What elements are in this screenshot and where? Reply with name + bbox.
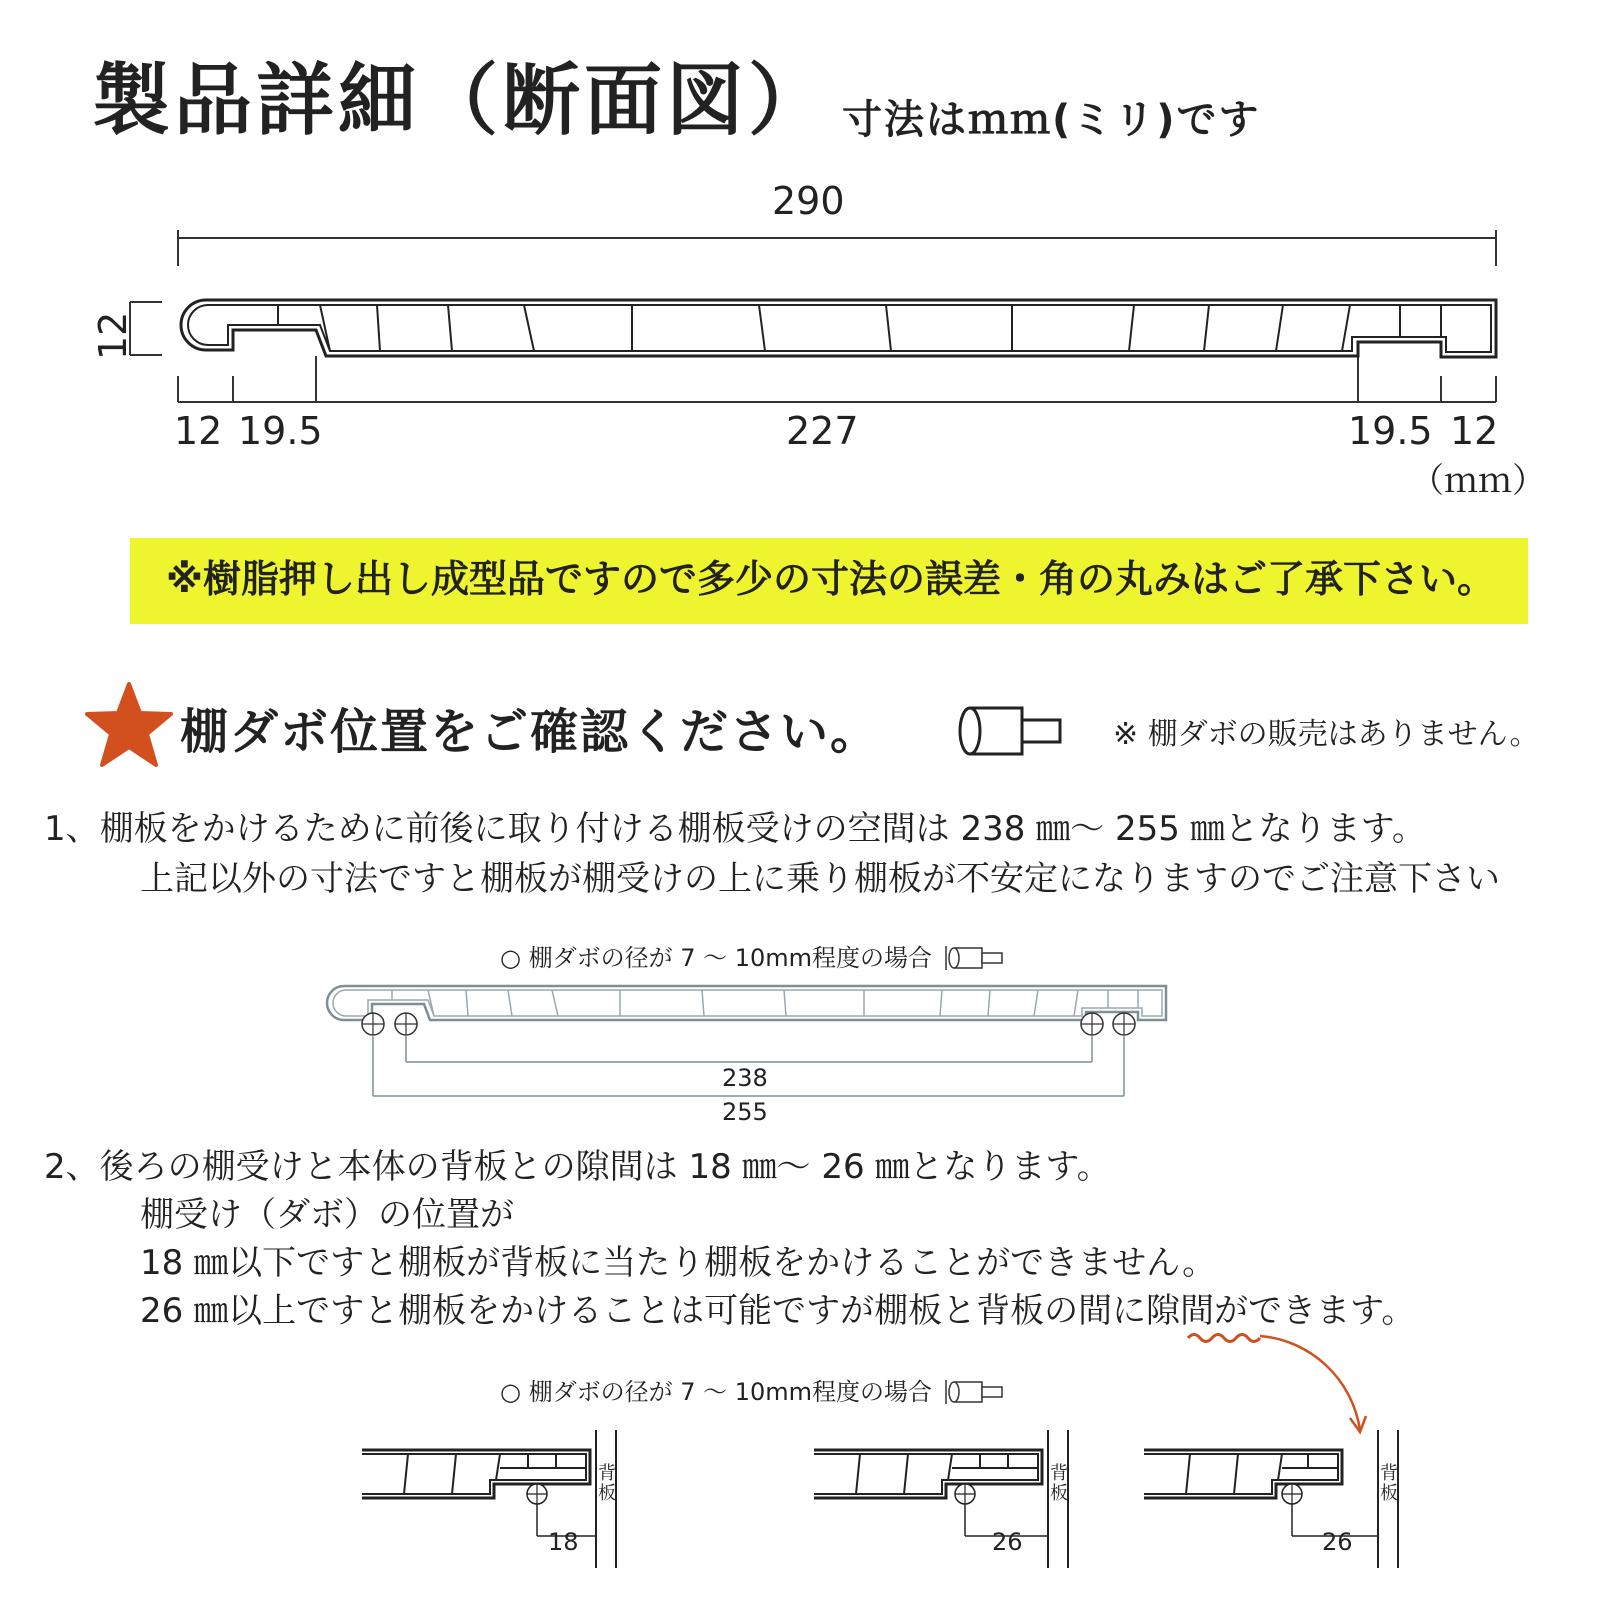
dim-center: 227 [786,409,859,453]
dim-outer-255: 255 [722,1098,768,1126]
dim-total-width: 290 [772,179,845,223]
point2-caption: ○ 棚ダボの径が 7 ～ 10mm程度の場合 [500,1378,933,1406]
point1-caption: ○ 棚ダボの径が 7 ～ 10mm程度の場合 [500,944,933,972]
dim-right-step: 19.5 [1348,409,1433,453]
page-title: 製品詳細（断面図） [92,56,831,146]
gap-highlight: 隙間 [1146,1291,1215,1331]
point2-line1: 2、後ろの棚受けと本体の背板との隙間は 18 ㎜～ 26 ㎜となります。 [44,1147,1111,1187]
point2-line4-start: 26 ㎜以上ですと棚板をかけることは可能ですが棚板と背板の間に [140,1291,1147,1331]
gap-example-2 [812,1420,1072,1570]
back-panel-label-1: 背板 [598,1463,616,1504]
dim-inner-238: 238 [722,1064,768,1092]
point1-line1: 1、棚板をかけるために前後に取り付ける棚板受けの空間は 238 ㎜～ 255 ㎜となります。 [44,809,1426,849]
small-dowel-icon-2 [942,1378,1004,1406]
gap-example-1 [360,1420,620,1570]
dim-height: 12 [91,311,135,360]
unit-label: （ｍｍ） [1410,461,1546,501]
point2-line4-end: ができます。 [1214,1291,1416,1331]
units-subtitle: 寸法はｍｍ(ミリ)です [842,97,1261,143]
gap-value-3: 26 [1322,1528,1353,1556]
point2-line3: 18 ㎜以下ですと棚板が背板に当たり棚板をかけることができません。 [140,1243,1217,1283]
dim-left-edge: 12 [174,409,223,453]
gap-value-2: 26 [992,1528,1023,1556]
notice-text: ※樹脂押し出し成型品ですので多少の寸法の誤差・角の丸みはご了承下さい。 [166,557,1495,601]
gap-value-1: 18 [548,1528,579,1556]
dowel-not-sold-note: ※ 棚ダボの販売はありません。 [1113,717,1540,752]
back-panel-label-2: 背板 [1050,1463,1068,1504]
dim-left-step: 19.5 [238,409,323,453]
dim-right-edge: 12 [1450,409,1499,453]
gap-example-3 [1142,1420,1402,1570]
point1-line2: 上記以外の寸法ですと棚板が棚受けの上に乗り棚板が不安定になりますのでご注意下さい [140,859,1500,899]
section-title: 棚ダボ位置をご確認ください。 [180,704,881,760]
point2-line2: 棚受け（ダボ）の位置が [140,1195,514,1235]
back-panel-label-3: 背板 [1380,1463,1398,1504]
